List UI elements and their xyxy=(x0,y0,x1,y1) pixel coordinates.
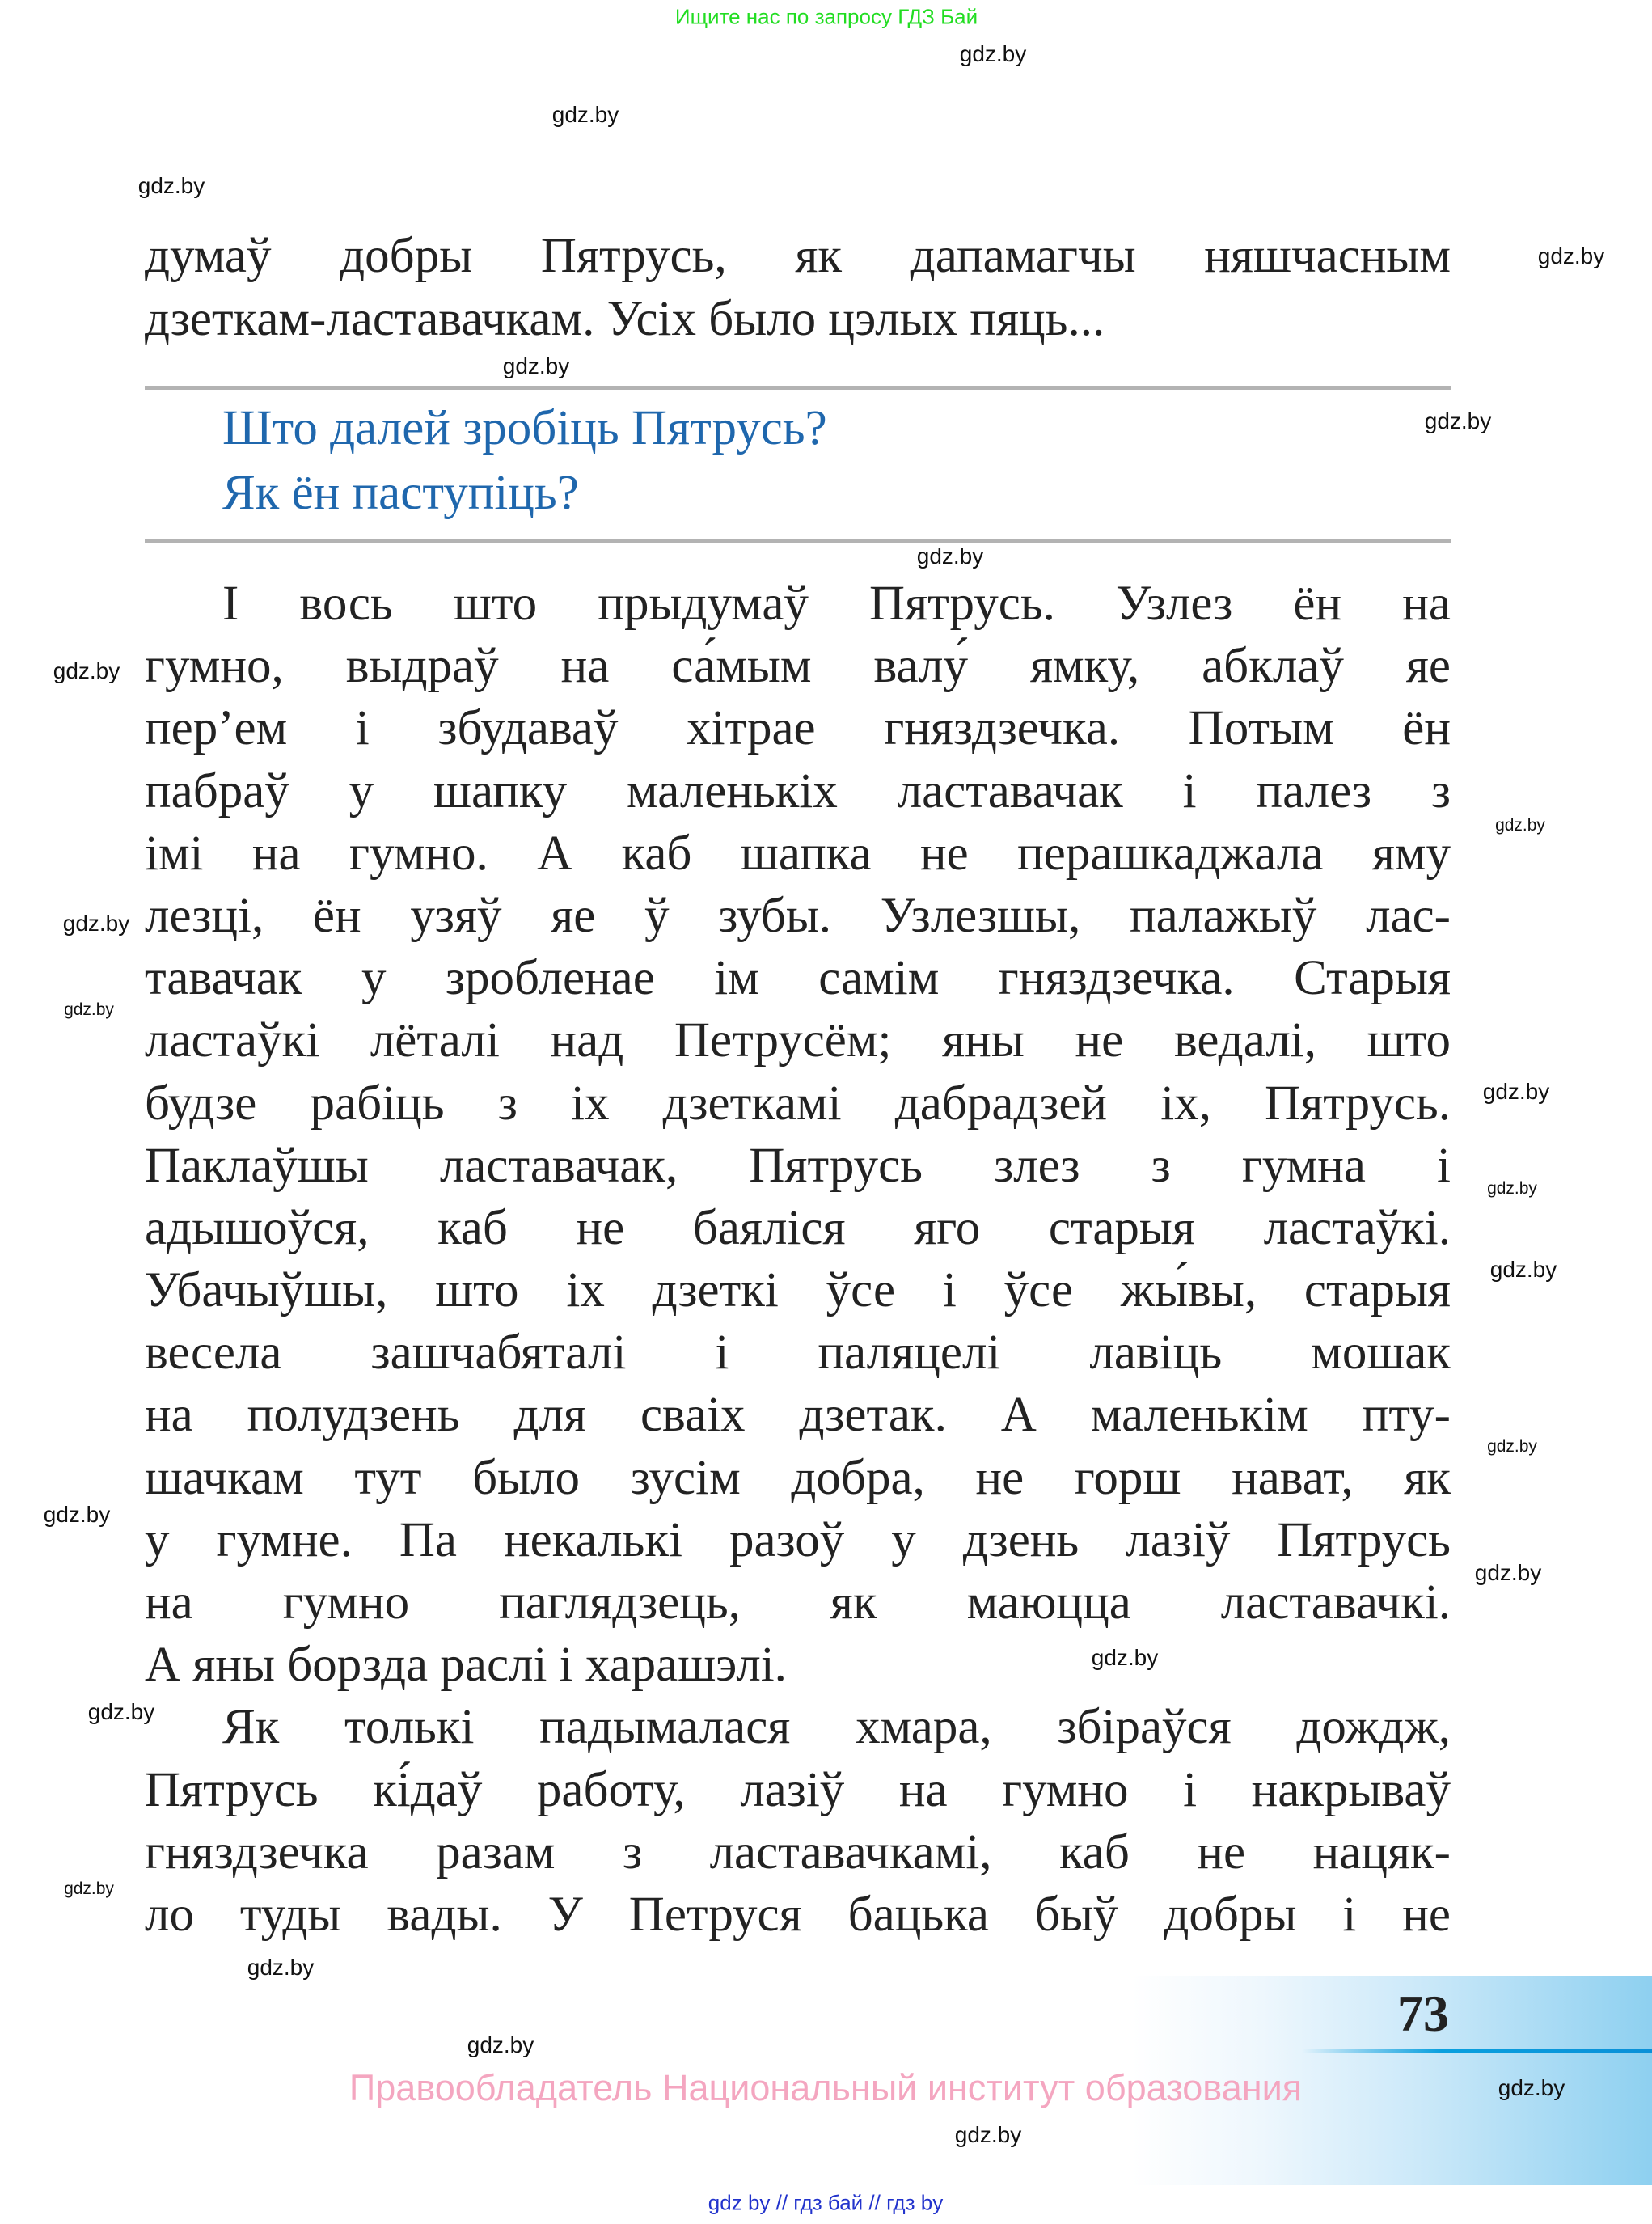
watermark: gdz.by xyxy=(64,1000,114,1019)
text-line: А яны борзда раслі і харашэлі. xyxy=(145,1638,787,1693)
text-line: лезці, ён узяў яе ў зубы. Узлезшы, палажыў лас- xyxy=(145,888,1451,943)
watermark: gdz.by xyxy=(53,658,120,683)
text-line: гумно, выдраў на са́мым валу́ ямку, абклаў яе xyxy=(145,639,1451,694)
text-line: думаў добры Пятрусь, як дапамагчы няшчасным xyxy=(145,229,1451,283)
text-line: дзеткам-ластавачкам. Усіх было цэлых пяць... xyxy=(145,292,1105,346)
watermark: gdz.by xyxy=(959,41,1027,66)
text-line: будзе рабіць з іх дзеткамі дабрадзей іх, Пятрусь. xyxy=(145,1076,1451,1131)
watermark: gdz.by xyxy=(247,1955,315,1980)
text-line: Пятрусь кі́даў работу, лазіў на гумно і накрываў xyxy=(145,1762,1451,1817)
watermark: gdz.by xyxy=(551,102,619,127)
watermark: gdz.by xyxy=(954,2122,1022,2147)
text-line: пабраў у шапку маленькіх ластавачак і палез з xyxy=(145,763,1451,818)
watermark: gdz.by xyxy=(1091,1645,1159,1670)
watermark: gdz.by xyxy=(467,2032,534,2057)
divider-top xyxy=(145,386,1451,390)
story-text xyxy=(145,573,1451,1946)
search-hint-banner: Ищите нас по запросу ГДЗ Бай xyxy=(674,4,978,29)
text-line: Як толькі падымалася хмара, збіраўся дождж, xyxy=(222,1700,1451,1755)
text-line: І вось што прыдумаў Пятрусь. Узлез ён на xyxy=(222,577,1451,631)
divider-bottom xyxy=(145,539,1451,543)
text-line: шачкам тут было зусім добра, не горш нават, як xyxy=(145,1450,1451,1505)
watermark: gdz.by xyxy=(1489,1257,1557,1282)
watermark: gdz.by xyxy=(1424,408,1492,433)
watermark: gdz.by xyxy=(87,1699,155,1724)
text-line: адышоўся, каб не баяліся яго старыя ластаўкі. xyxy=(145,1200,1451,1255)
text-line: пер’ем і збудаваў хітрае гняздзечка. Потым ён xyxy=(145,701,1451,756)
page-number: 73 xyxy=(1397,1985,1449,2042)
text-line: ло туды вады. У Петруся бацька быў добры і не xyxy=(145,1887,1451,1942)
watermark: gdz.by xyxy=(502,353,570,378)
text-line: гняздзечка разам з ластавачкамі, каб не нацяк- xyxy=(145,1824,1451,1879)
rights-holder-notice: Правообладатель Национальный институт образования xyxy=(349,2067,1303,2108)
watermark: gdz.by xyxy=(1498,2075,1565,2100)
watermark: gdz.by xyxy=(1482,1079,1550,1104)
watermark: gdz.by xyxy=(1474,1560,1542,1585)
watermark: gdz.by xyxy=(62,911,130,936)
text-line: ластаўкі лёталі над Петрусём; яны не ведалі, што xyxy=(145,1013,1451,1068)
watermark: gdz.by xyxy=(64,1879,114,1898)
text-line: Убачыўшы, што іх дзеткі ўсе і ўсе жы́вы, старыя xyxy=(145,1263,1451,1318)
question-line: Як ён паступіць? xyxy=(222,466,579,520)
bottom-links[interactable]: gdz by // гдз бай // гдз by xyxy=(708,2190,944,2215)
text-line: тавачак у зробленае ім самім гняздзечка. Старыя xyxy=(145,951,1451,1006)
text-line: у гумне. Па некалькі разоў у дзень лазіў Пятрусь xyxy=(145,1512,1451,1567)
watermark: gdz.by xyxy=(1537,243,1605,268)
watermark: gdz.by xyxy=(1495,816,1545,835)
question-line: Што далей зробіць Пятрусь? xyxy=(222,401,827,455)
watermark: gdz.by xyxy=(1487,1179,1537,1198)
text-line: на полудзень для сваіх дзетак. А маленькім пту- xyxy=(145,1388,1451,1443)
text-line: Паклаўшы ластавачак, Пятрусь злез з гумна і xyxy=(145,1138,1451,1193)
text-line: на гумно паглядзець, як маюцца ластавачкі. xyxy=(145,1575,1451,1630)
watermark: gdz.by xyxy=(916,543,984,569)
watermark: gdz.by xyxy=(1487,1437,1537,1456)
intro-paragraph xyxy=(145,225,1451,351)
text-line: весела зашчабяталі і паляцелі лавіць мошак xyxy=(145,1326,1451,1380)
text-line: імі на гумно. А каб шапка не перашкаджала яму xyxy=(145,826,1451,881)
page-number-underline xyxy=(1302,2049,1652,2053)
watermark: gdz.by xyxy=(137,173,205,198)
watermark: gdz.by xyxy=(43,1502,111,1527)
